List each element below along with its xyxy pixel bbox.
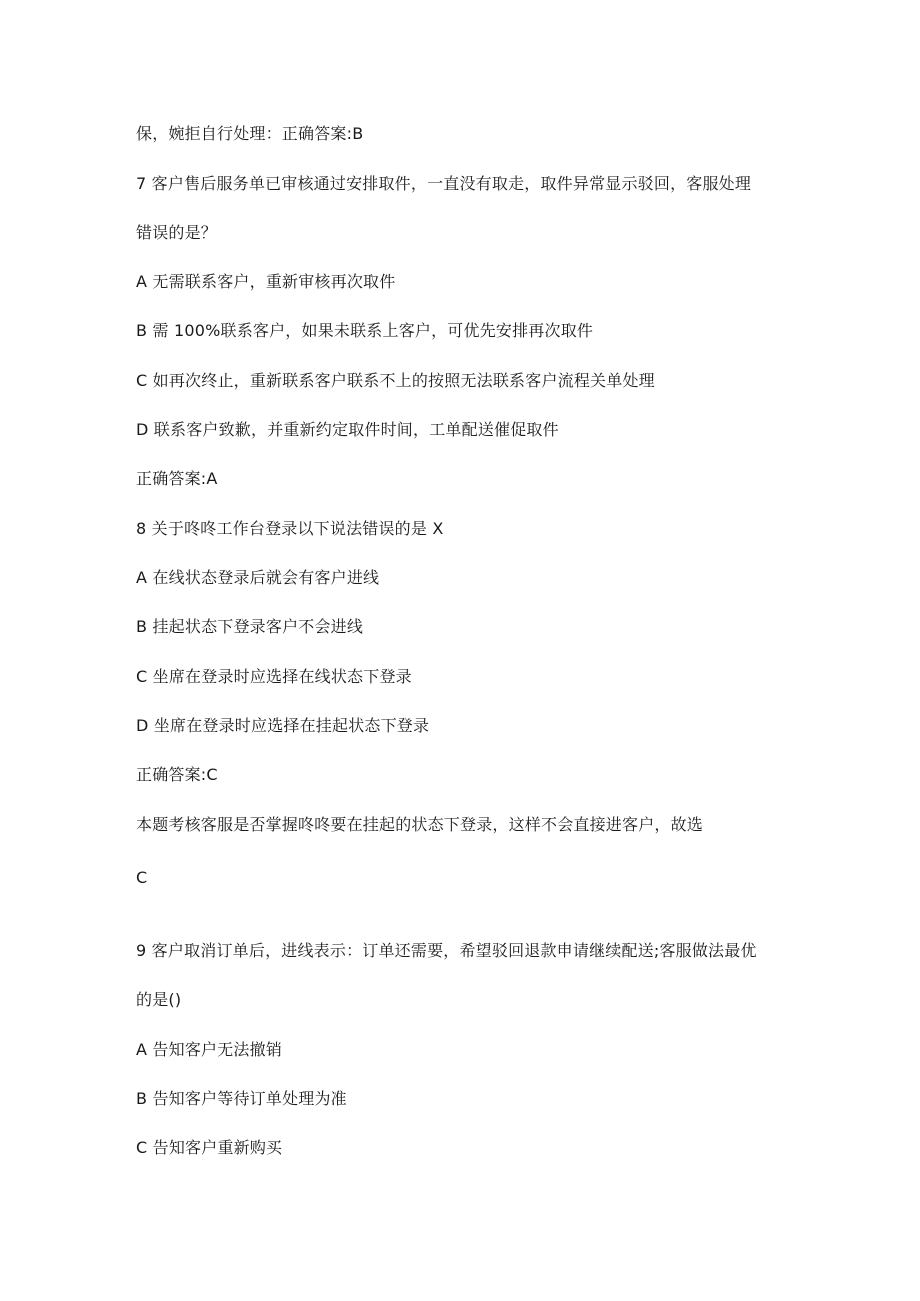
q8-option-d: D 坐席在登录时应选择在挂起状态下登录 — [136, 716, 430, 735]
q7-option-c: C 如再次终止，重新联系客户联系不上的按照无法联系客户流程关单处理 — [136, 371, 655, 390]
q7-answer: 正确答案:A — [136, 469, 218, 488]
q6-answer-continuation: 保，婉拒自行处理：正确答案:B — [136, 124, 364, 143]
q8-option-b: B 挂起状态下登录客户不会进线 — [136, 617, 364, 636]
q9-option-a: A 告知客户无法撤销 — [136, 1040, 283, 1059]
q8-question: 8 关于咚咚工作台登录以下说法错误的是 X — [136, 519, 444, 538]
q9-option-b: B 告知客户等待订单处理为准 — [136, 1089, 347, 1108]
q7-question: 7 客户售后服务单已审核通过安排取件，一直没有取走，取件异常显示驳回，客服处理 — [136, 174, 752, 193]
q8-explanation-continuation: C — [136, 868, 148, 887]
q7-question-continuation: 错误的是？ — [136, 223, 218, 242]
q7-option-d: D 联系客户致歉，并重新约定取件时间，工单配送催促取件 — [136, 420, 559, 439]
q7-option-a: A 无需联系客户，重新审核再次取件 — [136, 272, 396, 291]
q7-option-b: B 需 100%联系客户，如果未联系上客户，可优先安排再次取件 — [136, 321, 594, 340]
q9-question: 9 客户取消订单后，进线表示：订单还需要，希望驳回退款申请继续配送;客服做法最优 — [136, 941, 757, 960]
q8-explanation: 本题考核客服是否掌握咚咚要在挂起的状态下登录，这样不会直接进客户，故选 — [136, 815, 704, 834]
q9-option-c: C 告知客户重新购买 — [136, 1138, 283, 1157]
q8-answer: 正确答案:C — [136, 765, 218, 784]
q8-option-c: C 坐席在登录时应选择在线状态下登录 — [136, 667, 412, 686]
q9-question-continuation: 的是() — [136, 990, 182, 1009]
q8-option-a: A 在线状态登录后就会有客户进线 — [136, 568, 380, 587]
